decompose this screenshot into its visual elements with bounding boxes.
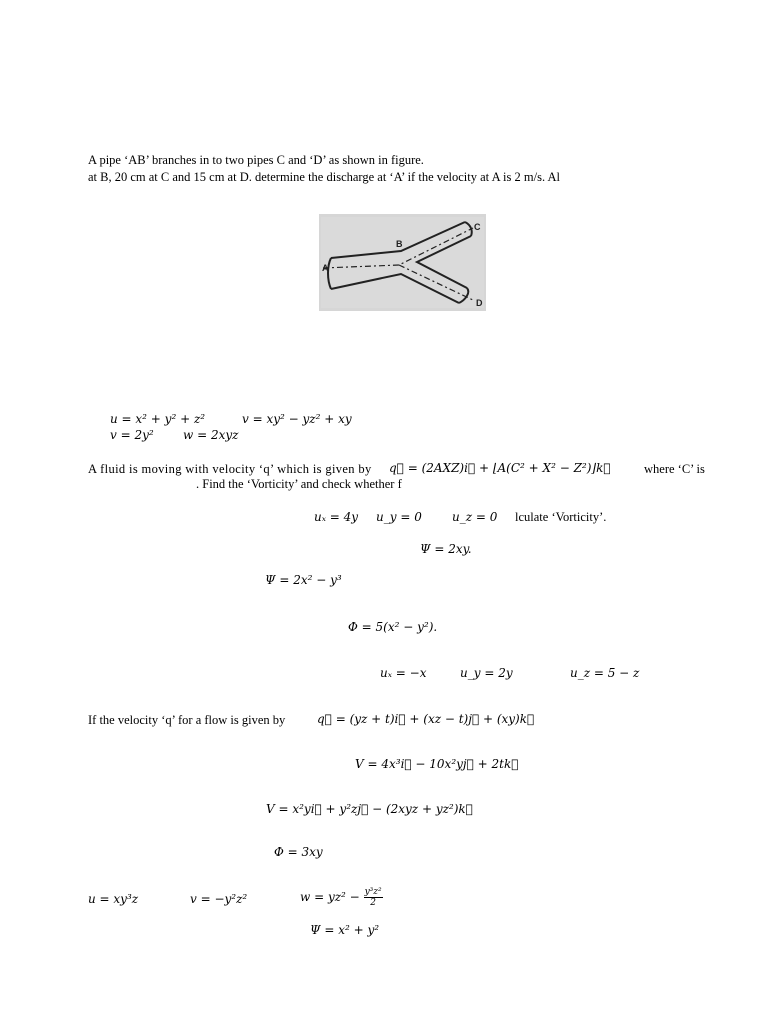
equation-u-1: u = x² + y² + z²	[110, 412, 206, 426]
vorticity-tail-text: lculate ‘Vorticity’.	[515, 510, 607, 524]
pipe-problem-line-1: A pipe ‘AB’ branches in to two pipes C and ‘D’ as shown in figure.	[88, 153, 424, 167]
velocity-uy-1: u_y = 0	[376, 510, 422, 524]
stream-function-1: Ψ = 2xy.	[420, 542, 472, 556]
pipe-problem-line-2: at B, 20 cm at C and 15 cm at D. determine the discharge at ‘A’ if the velocity at A is 2 m/s. Al	[88, 170, 561, 184]
equation-v-2: v = 2y²	[110, 428, 154, 442]
fluid-velocity-equation: q⃗ = (2AXZ)i⃗ + ⌊A(C² + X² − Z²)⌋k⃗	[389, 461, 611, 475]
fraction-numerator: y³z²	[364, 887, 382, 897]
velocity-ux-2: uₓ = −x	[380, 666, 427, 680]
equation-w-2: w = 2xyz	[183, 428, 239, 442]
equation-v-1: v = xy² − yz² + xy	[242, 412, 352, 426]
flow-velocity-equation: q⃗ = (yz + t)i⃗ + (xz − t)j⃗ + (xy)k⃗	[317, 712, 535, 726]
fluid-velocity-tail: where ‘C’ is	[644, 462, 705, 476]
velocity-field-1: V = 4x³i⃗ − 10x²yj⃗ + 2tk⃗	[355, 757, 519, 771]
potential-function-2: Φ = 3xy	[274, 845, 323, 859]
velocity-ux-1: uₓ = 4y	[314, 510, 359, 524]
figure-label-a: A	[322, 263, 329, 273]
flow-velocity-text: If the velocity ‘q’ for a flow is given by	[88, 713, 286, 727]
velocity-w-last	[300, 887, 383, 908]
pipe-branch-figure	[319, 214, 486, 311]
stream-function-2: Ψ = 2x² − y³	[265, 573, 342, 587]
velocity-u-last: u = xy³z	[88, 892, 139, 906]
potential-function-1: Φ = 5(x² − y²).	[348, 620, 438, 634]
velocity-w-last-fraction	[364, 887, 383, 908]
stream-function-3: Ψ = x² + y²	[310, 923, 380, 937]
velocity-uz-2: u_z = 5 − z	[570, 666, 640, 680]
velocity-w-last-prefix: w = yz² −	[300, 890, 360, 904]
velocity-field-2: V = x²yi⃗ + y²zj⃗ − (2xyz + yz²)k⃗	[266, 802, 473, 816]
fluid-velocity-text: A fluid is moving with velocity ‘q’ which is given by	[88, 462, 372, 476]
velocity-uz-1: u_z = 0	[452, 510, 498, 524]
velocity-uy-2: u_y = 2y	[460, 666, 513, 680]
pipe-branch-diagram	[319, 214, 486, 311]
vorticity-question: . Find the ‘Vorticity’ and check whether f	[196, 477, 402, 491]
velocity-v-last: v = −y²z²	[190, 892, 248, 906]
figure-label-b: B	[396, 239, 403, 249]
fraction-denominator: 2	[370, 898, 376, 908]
figure-label-c: C	[474, 222, 481, 232]
figure-label-d: D	[476, 298, 483, 308]
